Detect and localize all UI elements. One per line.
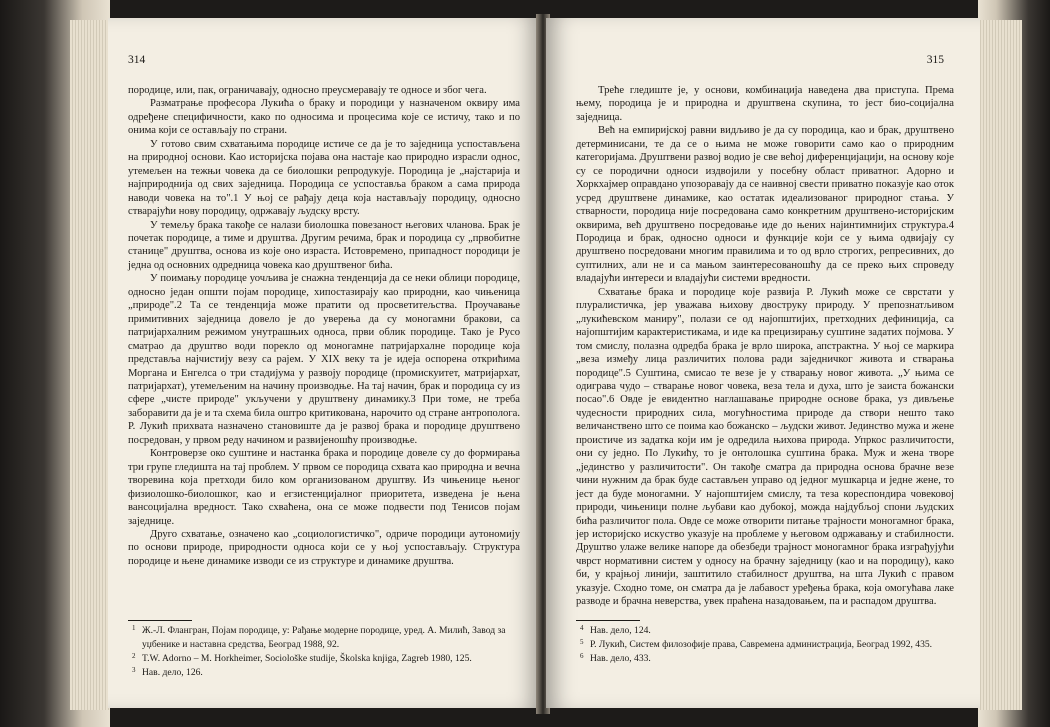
- paragraph: У поимању породице уочљива је снажна тенденција да се неки облици породице, односно један општи појам породице, хипостазирају као природни, као чињеница „природе".2 Та се тенденција може пратити од просветитељства. Проучавање примитивних заједница довело је до уверења да су моногамни бракови, са патријархалним режимом унутрашњих односа, први облик породице. Тако је Русо сматрао да друштво води порекло од моногамне патријархалне породице која представља најчистију везу са рајем. У XIX веку та је идеја оспорена открићима Моргана и Енгелса о три стадијума у развоју породице (промискуитет, матријархат, патријархат), утемељеним на начину производње. На тај начин, брак и породица су из сфере „чисте природе" укључени у друштвену динамику.3 При томе, не треба заборавити да је и та схема била оштро критикована, нарочито од стране антрополога. Р. Лукић прихвата назначено становиште да је развој брака и породице друштвено посредован, у првом реду начином и развијеношћу производње.: [128, 273, 520, 446]
- footnote-number: 5: [580, 638, 584, 646]
- paragraph: Схватање брака и породице које развија Р. Лукић може се сврстати у плуралистичка, јер уважава њихову двоструку природу. У препознатљивом „лукићевском маниру", полази се од најопштијих, претходних дефиниција, са најопштијим карактеристикама, и иде ка прецизирању суштине задатих појмова. У том смислу, полазна одредба брака је врло широка, апстрактна. У њој се маркира „веза између лица различитих полова ради заједничког живота и стварања породице".5 Суштина, смисао те везе је у стварању новог живота. „У њима се одиграва чудо – стварање новог човека, веза тела и духа, што је заиста божански посао".6 Овде је евидентно наглашавање природне основе брака, уз дивљење чудесности природних сила, могућностима природе да створи нешто тако величанствено што се поима као божанско – људски живот. Јединство мужа и жене проистиче из задатка који им је одредила њихова природа. Упркос различитости, они су једно. По Лукићу, то је онтолошка суштина брака. Муж и жена творе „јединство у различитости". Он такође сматра да природна основа брачне везе чини нужним да брак буде састављен управо од једног мушкарца и једне жене, то јест да буде моногамни. У најопштијем смислу, та теза кореспондира човековој природи, чињеници полне љубави као дубокој, можда најдубљој спони људских бића различитог пола. Овде се може отворити питање трајности моногамног брака, јер историјско искуство указује на проблеме у његовом одржавању и стабилности. Друштво улаже велике напоре да обезбеди трајност моногамног брака изграђујући чврст нормативни систем у односу на брачну заједницу (као и на породицу), како би, у крајњој линији, заштитило стабилност друштва, на шта Лукић с правом указује. Сходно томе, он сматра да је лабавост уређења брака, која омогућава лаке разводе и брачна неверства, увек праћена назадовањем, па и распадом друштва.: [576, 286, 954, 608]
- footnote-number: 3: [132, 666, 136, 674]
- footnote-number: 2: [132, 652, 136, 660]
- left-page: [108, 18, 540, 708]
- right-page: [546, 18, 980, 708]
- footnote: [576, 638, 954, 652]
- page-body: [576, 84, 954, 609]
- footnote: [576, 652, 954, 666]
- footnote-text: Нав. дело, 124.: [590, 625, 651, 636]
- paragraph: Контроверзе око суштине и настанка брака и породице довеле су до формирања три групе гледишта на тај проблем. У првом се породица схвата као природна и вечна творевина која претходи било ком организованом друштву. Из чињенице њеног физиолошко-биолошког, као и егзистенцијалног приоритета, изведена је њена вансоцијална вредност. Тако схваћена, она се може подвести под Тенисов појам заједнице.: [128, 448, 520, 527]
- footnote-rule: [576, 620, 640, 621]
- footnotes: [576, 620, 954, 666]
- paragraph: У готово свим схватањима породице истиче се да је то заједница успостављена на природној основи. Као историјска појава она настаје као природно израсли однос, утемељен на тежњи човека да се биолошки репродукује. Породица је „најстарија и најприроднија од свих заједница. Породица се успоставља браком а сама природа наводи човека на то".1 У њој се рађају деца која настављају породицу, односно стварајући нову породицу, одржавају људску врсту.: [128, 138, 520, 218]
- footnote-text: Ж.-Л. Флангран, Појам породице, у: Рађање модерне породице, уред. А. Милић, Завод за уџбенике и наставна средства, Београд 1988, 92.: [142, 625, 506, 650]
- paragraph: породице, или, пак, ограничавају, односно преусмеравају те односе и због чега.: [128, 85, 487, 96]
- paragraph: Треће гледиште је, у основи, комбинација наведена два приступа. Према њему, породица је и природна и друштвена скупина, то јест био-социјална заједница.: [576, 85, 954, 123]
- paragraph: Разматрање професора Лукића о браку и породици у назначеном оквиру има одређене специфичности, како по односима и процесима које се истичу, тако и по онима који се остављају по страни.: [128, 98, 520, 137]
- footnote-number: 4: [580, 624, 584, 632]
- page-body: [128, 84, 520, 568]
- book-edge-right: [978, 0, 1050, 727]
- footnote-text: Нав. дело, 126.: [142, 667, 203, 678]
- paragraph: У темељу брака такође се налази биолошка повезаност његових чланова. Брак је почетак породице, а тиме и друштва. Другим речима, брак и породица су „првобитне станице" друштва, основа из које оно израста. Истовремено, припадност породици је једна од основних одредница човека као друштвеног бића.: [128, 219, 520, 271]
- footnote-number: 6: [580, 652, 584, 660]
- paragraph: Већ на емпиријској равни видљиво је да су породица, као и брак, друштвено детерминисани, те да се о њима не може говорити само као о природним категоријама. Друштвени развој водио је све већој диференцијацији, на основу које су се породични односи издвојили у посебну област приватног. Адорно и Хоркхајмер оправдано упозоравају да се наивној свести приватно показује као оток усред друштвене динамике, као остатак идеализованог природног стања. У стварности, породица није посредована само конкретним друштвено-историјским оквирима, већ друштвено посредовање иде до њених најинтимнијих структура.4 Породица и брак, односно односи и функције који се у њима одвијају су друштвено посредовани многим правилима и то од врло строгих, репресивних, до суптилних, али не и са мањом заинтересованошћу да се преко њих спроведу владајући интереси и владајући системи вредности.: [576, 125, 954, 285]
- book-edge-left: [0, 0, 110, 727]
- footnote-rule: [128, 620, 192, 621]
- footnote: [128, 652, 520, 666]
- footnote-text: Р. Лукић, Систем филозофије права, Савремена администрација, Београд 1992, 435.: [590, 639, 933, 650]
- footnote: [576, 624, 954, 638]
- footnote-text: T.W. Adorno – M. Horkheimer, Sociološke studije, Školska knjiga, Zagreb 1980, 125.: [142, 653, 472, 664]
- page-number: 314: [128, 54, 146, 66]
- footnote-text: Нав. дело, 433.: [590, 653, 651, 664]
- paragraph: Друго схватање, означено као „социологистичко", одриче породици аутономију по основи природе, природности односа који се у њој успостављају. Структура породице и њене динамике изводи се из структуре и динамике друштва.: [128, 528, 520, 567]
- footnote: [128, 666, 520, 680]
- page-number: 315: [926, 54, 944, 66]
- footnote: [128, 624, 520, 652]
- footnotes: [128, 620, 520, 680]
- footnote-number: 1: [132, 624, 136, 632]
